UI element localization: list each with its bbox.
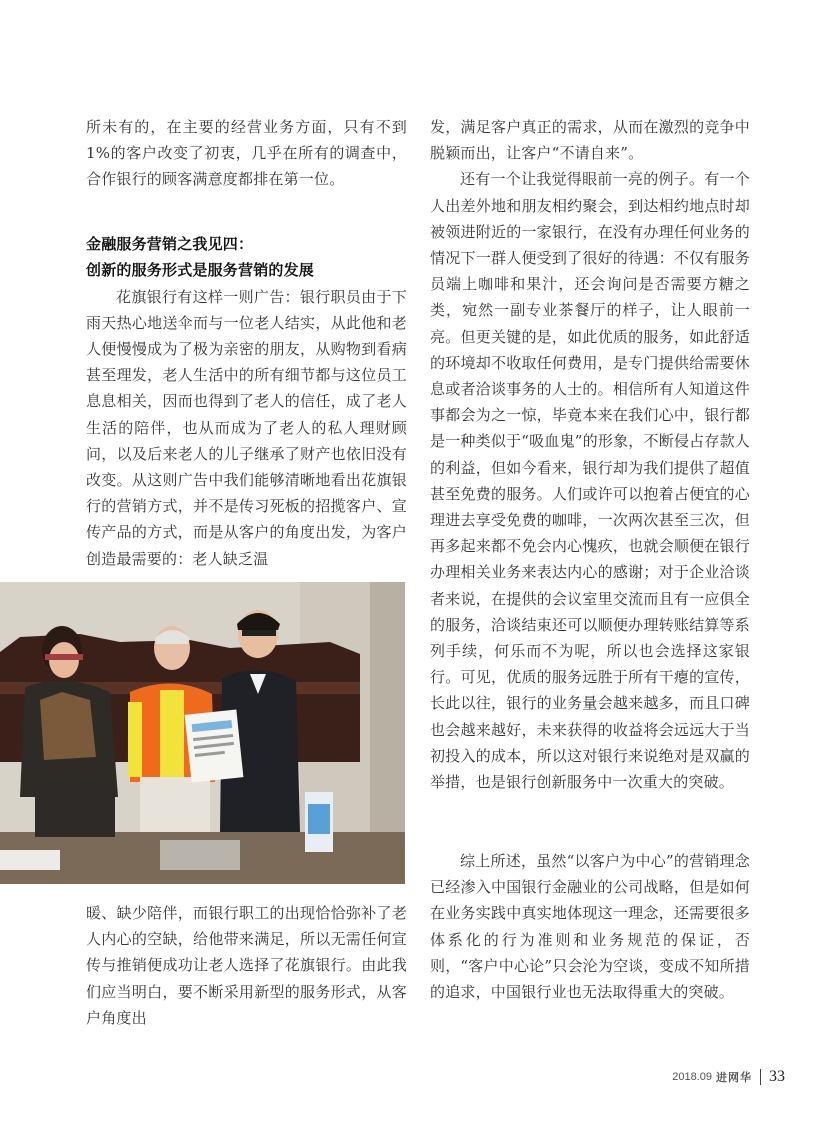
footer-divider (760, 1069, 761, 1085)
right-column-bottom (430, 848, 750, 1005)
left-column-top (86, 114, 407, 572)
section-heading-line1: 金融服务营销之我见四： (86, 234, 254, 253)
left-column-bottom (86, 900, 407, 1031)
right-column-top (430, 114, 750, 795)
people-photo-icon (0, 582, 405, 884)
paragraph-conclusion: 综上所述，虽然“以客户为中心”的营销理念已经渗入中国银行金融业的公司战略，但是如何在业务实践中真实地体现这一理念，还需要很多体系化的行为准则和业务规范的保证，否则，“客户中心论”只会沦为空谈，变成不知所措的追求，中国银行业也无法取得重大的突破。 (430, 852, 750, 1002)
page-number: 33 (769, 1068, 785, 1085)
paragraph-bank-example: 还有一个让我觉得眼前一亮的例子。有一个人出差外地和朋友相约聚会，到达相约地点时却被领进附近的一家银行，在没有办理任何业务的情况下一群人便受到了很好的待遇：不仅有服务员端上咖啡和果汁，还会询问是否需要方糖之类，宛然一副专业茶餐厅的样子，让人眼前一亮。但更关键的是，如此优质的服务，如此舒适的环境却不收取任何费用，是专门提供给需要休息或者洽谈事务的人士的。相信所有人知道这件事都会为之一惊，毕竟本来在我们心中，银行都是一种类似于“吸血鬼”的形象，不断侵占存款人的利益，但如今看来，银行却为我们提供了超值甚至免费的服务。人们或许可以抱着占便宜的心理进去享受免费的咖啡，一次两次甚至三次，但再多起来都不免会内心愧疚，也就会顺便在银行办理相关业务来表达内心的感谢；对于企业洽谈者来说，在提供的会议室里交流而且有一应俱全的服务，洽谈结束还可以顺便办理转账结算等系列手续，何乐而不为呢，所以也会选择这家银行。可见，优质的服务远胜于所有干瘪的宣传，长此以往，银行的业务量会越来越多，而且口碑也会越来越好，未来获得的收益将会远远大于当初投入的成本，所以这对银行来说绝对是双赢的举措，也是银行创新服务中一次重大的突破。 (430, 170, 750, 792)
paragraph-continued-right: 发，满足客户真正的需求，从而在激烈的竞争中脱颖而出，让客户“不请自来”。 (430, 118, 750, 163)
issue-date: 2018.09 (672, 1071, 712, 1083)
section-heading-line2: 创新的服务形式是服务营销的发展 (86, 261, 315, 280)
paragraph-citibank-ad: 花旗银行有这样一则广告：银行职员由于下雨天热心地送伞而与一位老人结实，从此他和老人便慢慢成为了极为亲密的朋友，从购物到看病甚至理发，老人生活中的所有细节都与这位员工息息相关，因而也得到了老人的信任，成了老人生活的陪伴，也从而成为了老人的私人理财顾问，以及后来老人的儿子继承了财产也依旧没有改变。从这则广告中我们能够清晰地看出花旗银行的营销方式，并不是传习死板的招揽客户、宣传产品的方式，而是从客户的角度出发，为客户创造最需要的：老人缺乏温 (86, 287, 407, 568)
section-heading (86, 231, 407, 284)
paragraph-continued-bottom: 暖、缺少陪伴，而银行职工的出现恰恰弥补了老人内心的空缺，给他带来满足，所以无需任何宣传与推销便成功让老人选择了花旗银行。由此我们应当明白，要不断采用新型的服务形式，从客户角度出 (86, 904, 407, 1027)
paragraph-continued: 所未有的，在主要的经营业务方面，只有不到1%的客户改变了初衷，几乎在所有的调查中，合作银行的顾客满意度都排在第一位。 (86, 118, 407, 189)
page-footer (672, 1068, 785, 1086)
magazine-name: 进网华 (716, 1072, 752, 1084)
